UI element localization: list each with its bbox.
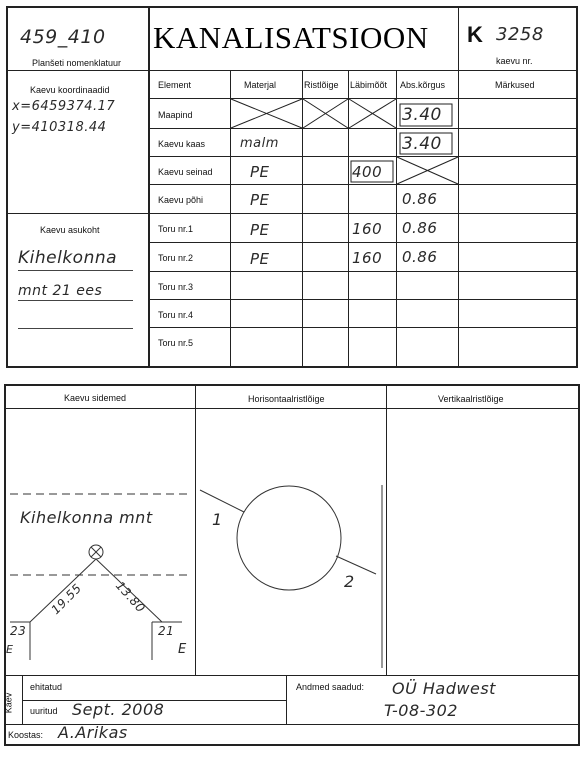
cell-material: PE	[250, 163, 270, 181]
cell-diameter: 400	[352, 163, 383, 181]
cell-abs: 0.86	[402, 248, 438, 266]
cell-material: PE	[250, 250, 270, 268]
footer-kaev-label: Kaev	[3, 692, 14, 714]
row-element: Toru nr.2	[158, 253, 194, 263]
col-header-material: Materjal	[244, 80, 277, 90]
coordinates-label: Kaevu koordinaadid	[30, 85, 110, 95]
cell-abs: 0.86	[402, 190, 438, 208]
col-header-diameter: Läbimõõt	[350, 80, 388, 90]
row-element: Kaevu kaas	[158, 139, 206, 149]
col-header-notes: Märkused	[495, 80, 535, 90]
street-name: Kihelkonna mnt	[20, 508, 153, 527]
page-title: KANALISATSIOON	[153, 20, 429, 55]
well-number: 3258	[496, 24, 544, 45]
cell-material: malm	[240, 136, 279, 151]
col-label-vertical: Vertikaalristlõige	[438, 394, 504, 404]
cell-abs: 3.40	[402, 105, 442, 125]
cell-abs: 0.86	[402, 219, 438, 237]
col-header-cross: Ristlõige	[304, 80, 339, 90]
footer-renewed-value: Sept. 2008	[72, 700, 165, 719]
row-element: Maapind	[158, 110, 193, 120]
pipe-2-label: 2	[344, 572, 355, 591]
map-sheet-value: 459_410	[20, 26, 106, 48]
coordinate-y: y=410318.44	[12, 120, 107, 135]
mark-right: E	[178, 642, 187, 657]
footer-data-line1: OÜ Hadwest	[392, 679, 496, 698]
well-number-label: kaevu nr.	[496, 56, 533, 66]
footer-built-label: ehitatud	[30, 682, 63, 692]
building-right-number: 21	[158, 624, 175, 638]
pipe-1-label: 1	[212, 510, 223, 529]
cell-material: PE	[250, 221, 270, 239]
distance-left: 19.55	[48, 581, 85, 617]
footer-data-line2: T-08-302	[384, 701, 458, 720]
col-header-element: Element	[158, 80, 192, 90]
row-element: Toru nr.1	[158, 224, 194, 234]
location-label: Kaevu asukoht	[40, 225, 100, 235]
location-line2: mnt 21 ees	[18, 283, 103, 299]
cell-diameter: 160	[352, 220, 383, 238]
cell-diameter: 160	[352, 249, 383, 267]
row-element: Toru nr.5	[158, 338, 194, 348]
row-element: Kaevu põhi	[158, 195, 204, 205]
cell-abs: 3.40	[402, 134, 442, 154]
footer-renewed-label: uuritud	[30, 706, 58, 716]
distance-right: 13.80	[112, 578, 148, 616]
mark-left: E	[6, 643, 14, 656]
footer-data-label: Andmed saadud:	[296, 682, 365, 692]
row-element: Toru nr.4	[158, 310, 194, 320]
footer-author-value: A.Arikas	[58, 723, 128, 742]
location-line1: Kihelkonna	[18, 248, 118, 268]
row-element: Toru nr.3	[158, 282, 194, 292]
col-label-horizontal: Horisontaalristlõige	[248, 394, 325, 404]
map-sheet-label: Planšeti nomenklatuur	[32, 58, 122, 68]
coordinate-x: x=6459374.17	[12, 99, 116, 114]
well-prefix: K	[467, 22, 483, 47]
col-header-abs: Abs.kõrgus	[400, 80, 446, 90]
footer-author-label: Koostas:	[8, 730, 44, 740]
row-element: Kaevu seinad	[158, 167, 213, 177]
building-left-number: 23	[10, 624, 27, 638]
col-label-links: Kaevu sidemed	[64, 393, 127, 403]
cell-material: PE	[250, 191, 270, 209]
